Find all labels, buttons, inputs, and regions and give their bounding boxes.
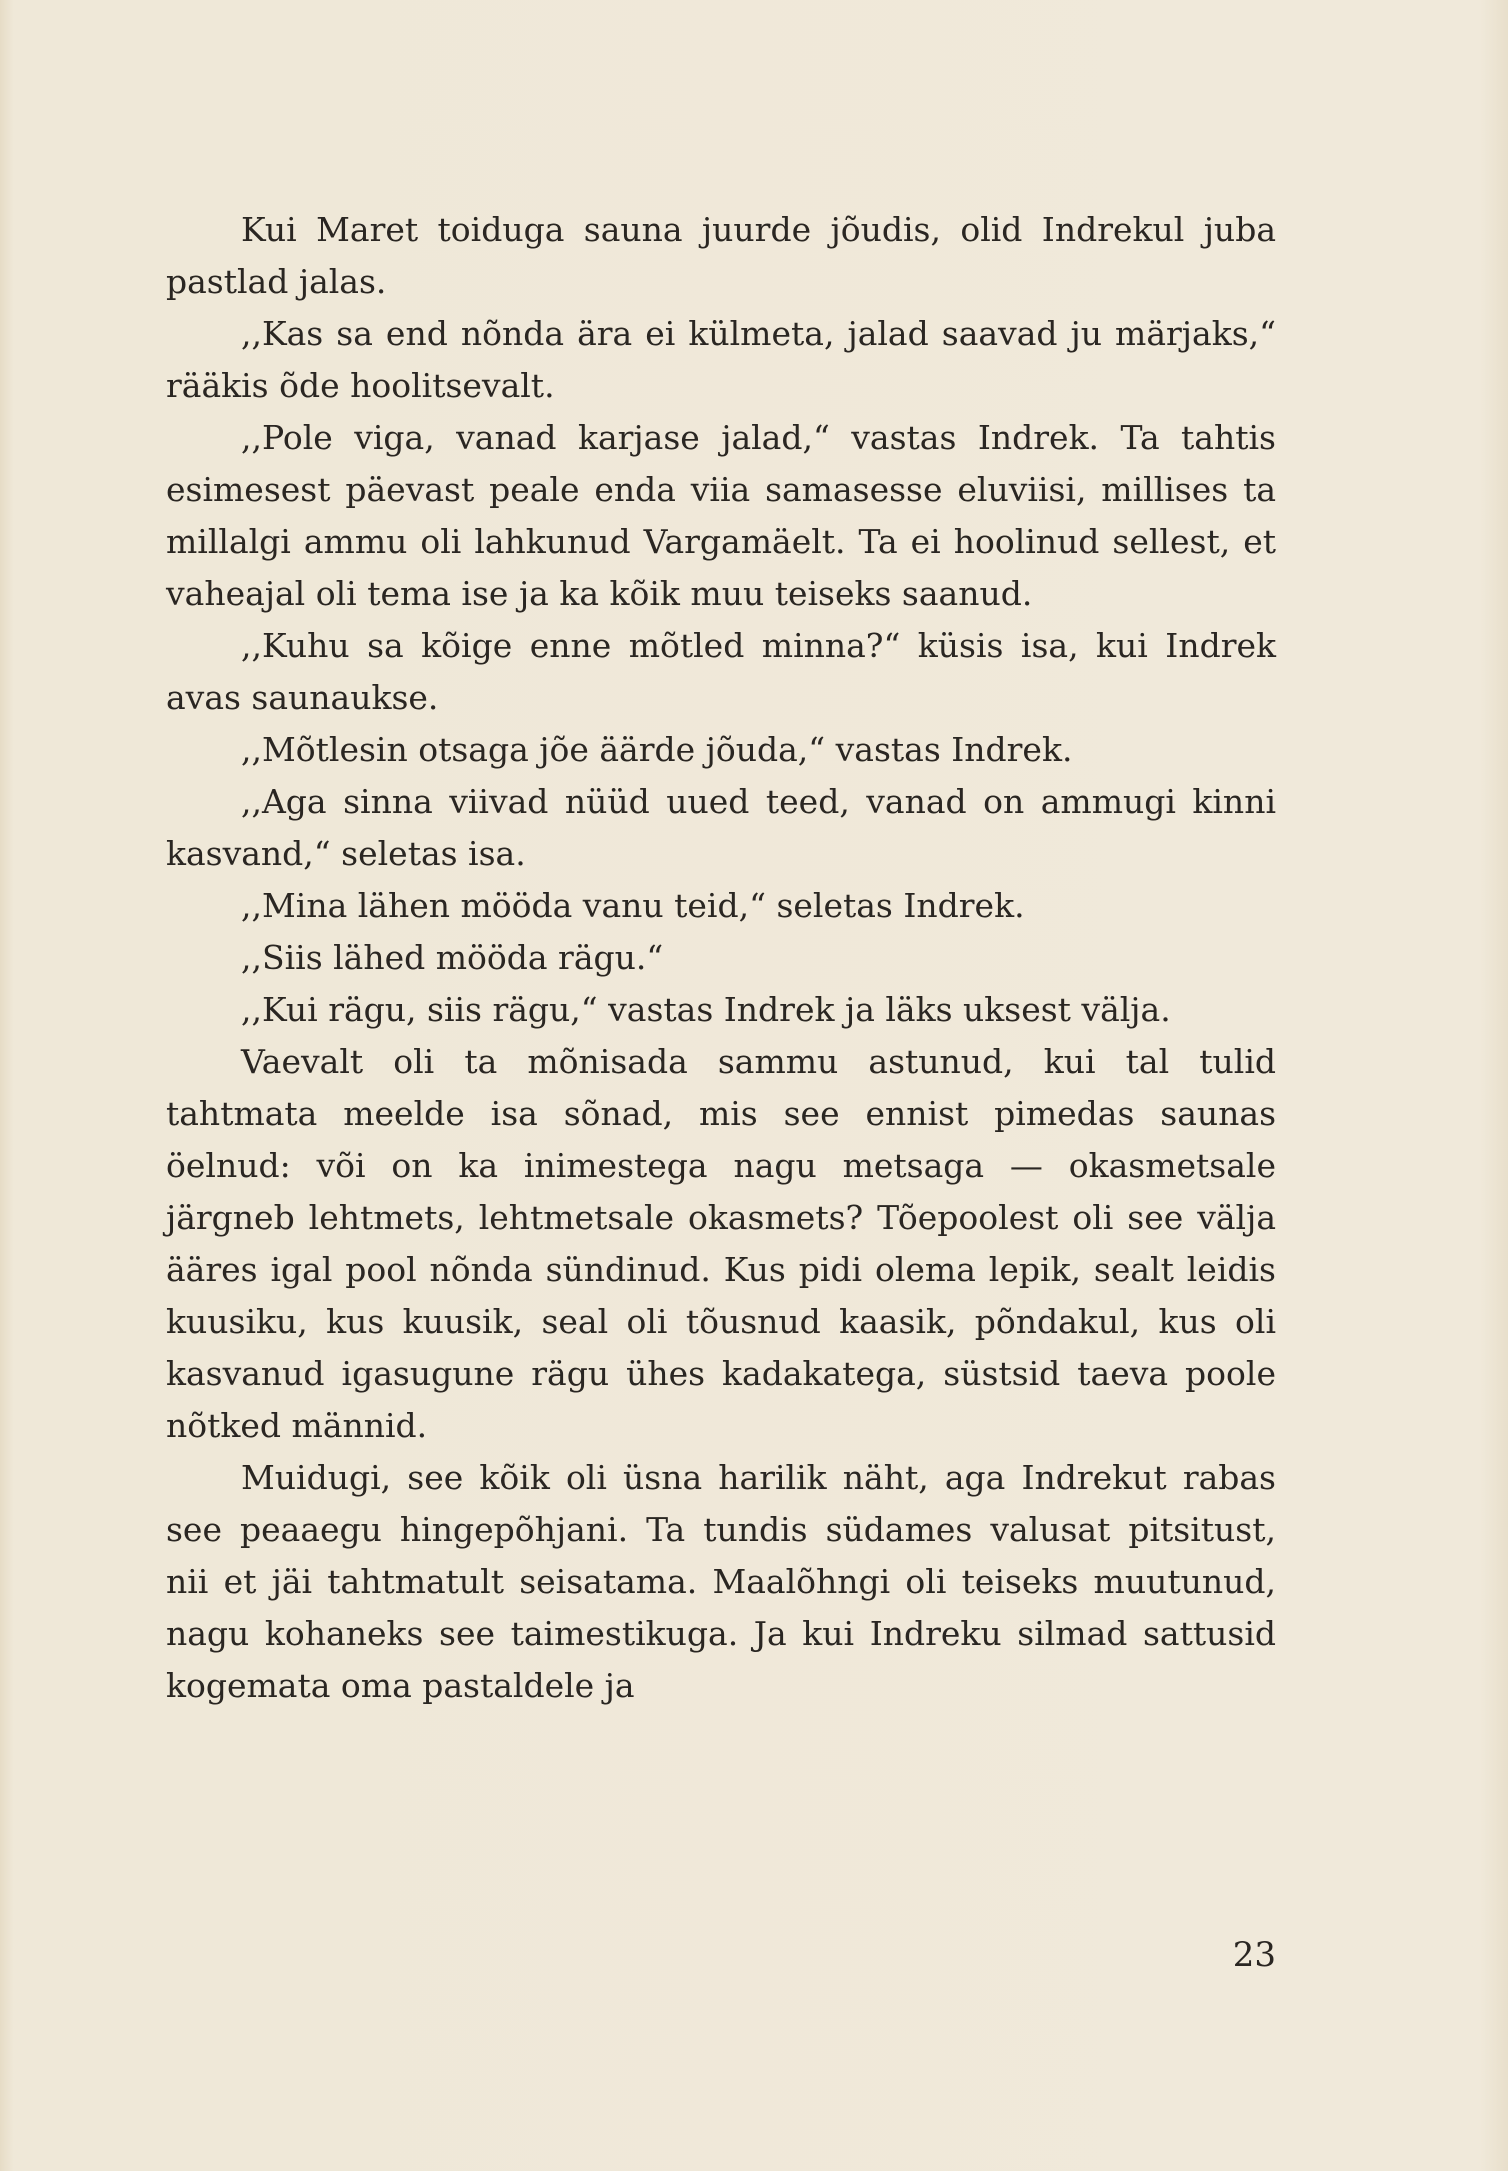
page-number: 23 bbox=[1232, 1935, 1276, 1975]
paragraph: ,,Kuhu sa kõige enne mõtled minna?“ küsis isa, kui Indrek avas saunaukse. bbox=[166, 626, 1276, 717]
paragraph: ,,Kas sa end nõnda ära ei külmeta, jalad saavad ju märjaks,“ rääkis õde hoolitsevalt. bbox=[166, 314, 1276, 405]
paragraph: ,,Aga sinna viivad nüüd uued teed, vanad on ammugi kinni kasvand,“ seletas isa. bbox=[166, 782, 1276, 873]
paragraph: Vaevalt oli ta mõnisada sammu astunud, kui tal tulid tahtmata meelde isa sõnad, mis see ennist pimedas saunas öelnud: või on ka inimestega nagu metsaga — okasmetsale järgneb lehtmets, lehtmetsale okasmets? Tõepoolest oli see välja ääres igal pool nõnda sündinud. Kus pidi olema lepik, sealt leidis kuusiku, kus kuusik, seal oli tõusnud kaasik, põndakul, kus oli kasvanud igasugune rägu ühes kadakatega, süstsid taeva poole nõtked männid. bbox=[166, 1042, 1276, 1445]
paragraph: ,,Mina lähen mööda vanu teid,“ seletas Indrek. bbox=[241, 886, 1025, 925]
paragraph: ,,Kui rägu, siis rägu,“ vastas Indrek ja läks uksest välja. bbox=[241, 990, 1171, 1029]
paragraph: ,,Siis lähed mööda rägu.“ bbox=[241, 938, 664, 977]
paragraph: ,,Mõtlesin otsaga jõe äärde jõuda,“ vastas Indrek. bbox=[241, 730, 1073, 769]
paragraph: Muidugi, see kõik oli üsna harilik näht, aga Indrekut rabas see peaaegu hingepõhjani. Ta tundis südames valusat pitsitust, nii et jäi tahtmatult seisatama. Maalõhngi oli teiseks muutunud, nagu kohaneks see taimestikuga. Ja kui Indreku silmad sattusid kogemata oma pastaldele ja bbox=[166, 1458, 1276, 1705]
body-text bbox=[166, 204, 1276, 1712]
paragraph: ,,Pole viga, vanad karjase jalad,“ vastas Indrek. Ta tahtis esimesest päevast peale enda viia samasesse eluviisi, millises ta millalgi ammu oli lahkunud Vargamäelt. Ta ei hoolinud sellest, et vaheajal oli tema ise ja ka kõik muu teiseks saanud. bbox=[166, 418, 1276, 613]
paragraph: Kui Maret toiduga sauna juurde jõudis, olid Indrekul juba pastlad jalas. bbox=[166, 210, 1276, 301]
